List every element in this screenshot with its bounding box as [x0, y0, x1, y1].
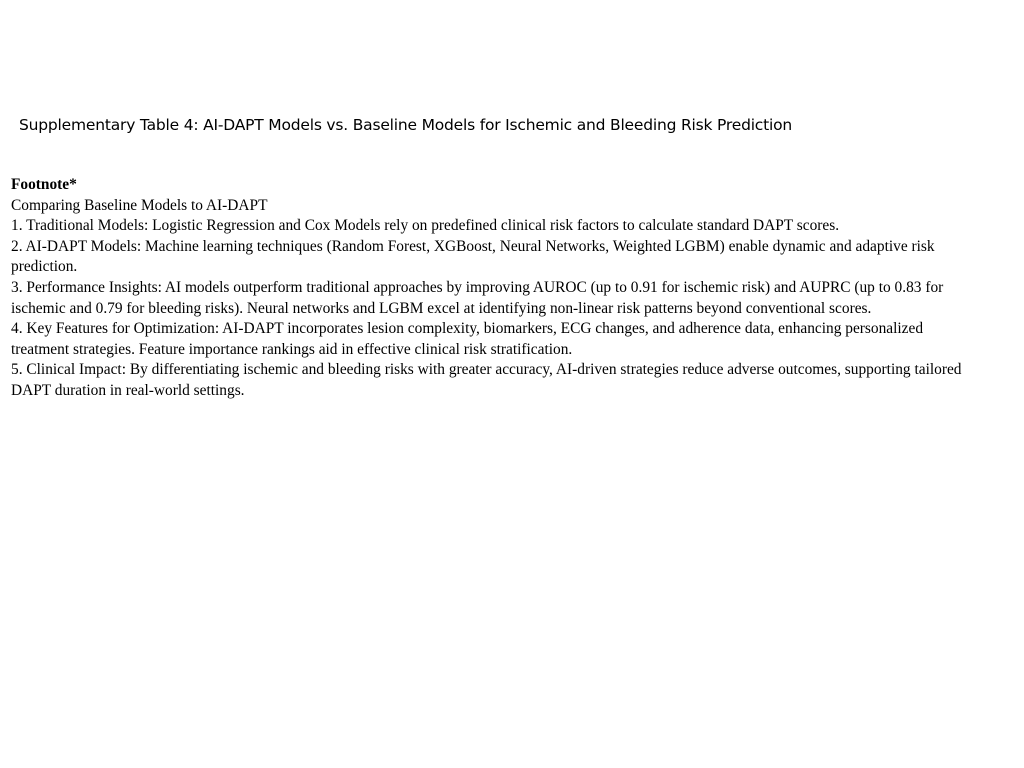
footnote-item-traditional-models: 1. Traditional Models: Logistic Regression and Cox Models rely on predefined clinical risk factors to calculate standard DAPT scores.	[11, 217, 840, 235]
footnote-item-performance-insights: 3. Performance Insights: AI models outperform traditional approaches by improving AUROC (up to 0.91 for ischemic risk) and AUPRC (up to 0.83 for ischemic and 0.79 for bleeding risks). Neural networks and LGBM excel at identifying non-linear risk patterns beyond conventional scores.	[11, 278, 944, 317]
footnote-item-key-features: 4. Key Features for Optimization: AI-DAPT incorporates lesion complexity, biomarkers, ECG changes, and adherence data, enhancing personalized treatment strategies. Feature importance rankings aid in effective clinical risk stratification.	[11, 320, 924, 358]
page-title: Supplementary Table 4: AI-DAPT Models vs. Baseline Models for Ischemic and Bleeding Risk Prediction	[19, 116, 793, 134]
footnote-subheading: Comparing Baseline Models to AI-DAPT	[11, 196, 268, 214]
footnote-heading: Footnote*	[11, 176, 77, 193]
footnote-item-ai-dapt-models: 2. AI-DAPT Models: Machine learning techniques (Random Forest, XGBoost, Neural Networks, Weighted LGBM) enable dynamic and adaptive risk prediction.	[11, 237, 935, 276]
footnote-item-clinical-impact: 5. Clinical Impact: By differentiating ischemic and bleeding risks with greater accuracy, AI-driven strategies reduce adverse outcomes, supporting tailored DAPT duration in real-world settings.	[11, 361, 962, 399]
footnote-block	[11, 175, 977, 402]
